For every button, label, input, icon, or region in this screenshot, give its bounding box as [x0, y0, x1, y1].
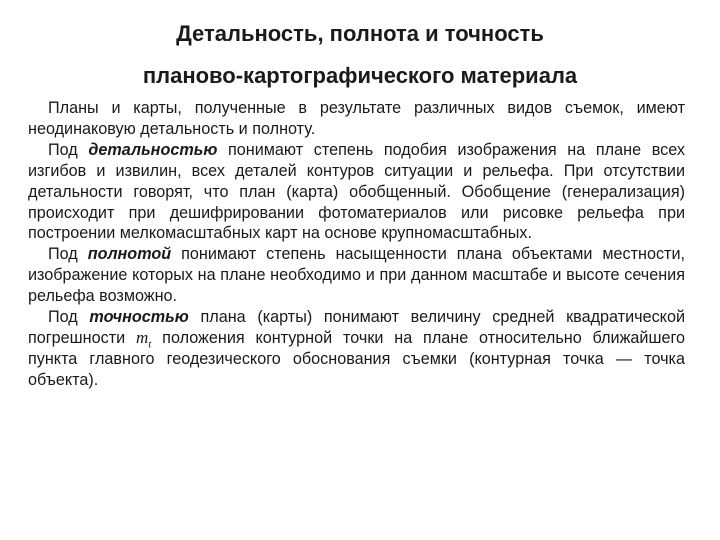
paragraph-intro	[28, 98, 685, 140]
paragraph-accuracy-lead: Под	[48, 308, 90, 327]
term-detail: детальностью	[88, 140, 218, 159]
paragraph-completeness	[28, 244, 685, 307]
paragraph-accuracy-text: положения контурной точки на плане относительно ближайшего пункта главного геодезического обоснования съемки (контурная точка — точка объекта).	[28, 328, 685, 389]
paragraph-completeness-text: понимают степень насыщенности плана объектами местности, изображение которых на плане необходимо и при данном масштабе и высоте сечения рельефа возможно.	[28, 245, 685, 306]
paragraph-detail	[28, 140, 685, 245]
title-line-2: планово-картографического материала	[142, 63, 578, 88]
term-accuracy: точностью	[89, 308, 189, 327]
paragraph-detail-lead: Под	[48, 140, 89, 159]
paragraph-accuracy	[28, 307, 685, 391]
term-completeness: полнотой	[87, 245, 172, 264]
body-text	[28, 98, 685, 391]
error-symbol	[136, 327, 152, 351]
paragraph-detail-text: понимают степень подобия изображения на плане всех изгибов и извилин, всех деталей контуров ситуации и рельефа. При отсутствии детальности говорят, что план (карта) обобщенный. Обобщение (генерализация) происходит при дешифрировании фотоматериалов или рисовке рельефа при построении мелкомасштабных карт на основе крупномасштабных.	[28, 140, 685, 243]
paragraph-intro-text: Планы и карты, полученные в результате различных видов съемок, имеют неодинаковую детальность и полноту.	[28, 99, 685, 138]
paragraph-completeness-lead: Под	[48, 245, 88, 264]
paragraph-accuracy-middle: плана (карты) понимают величину средней квадратической погрешности	[28, 308, 685, 347]
error-symbol-subscript: t	[148, 338, 152, 351]
error-symbol-base: m	[136, 327, 149, 347]
title-line-1: Детальность, полнота и точность	[176, 21, 544, 46]
